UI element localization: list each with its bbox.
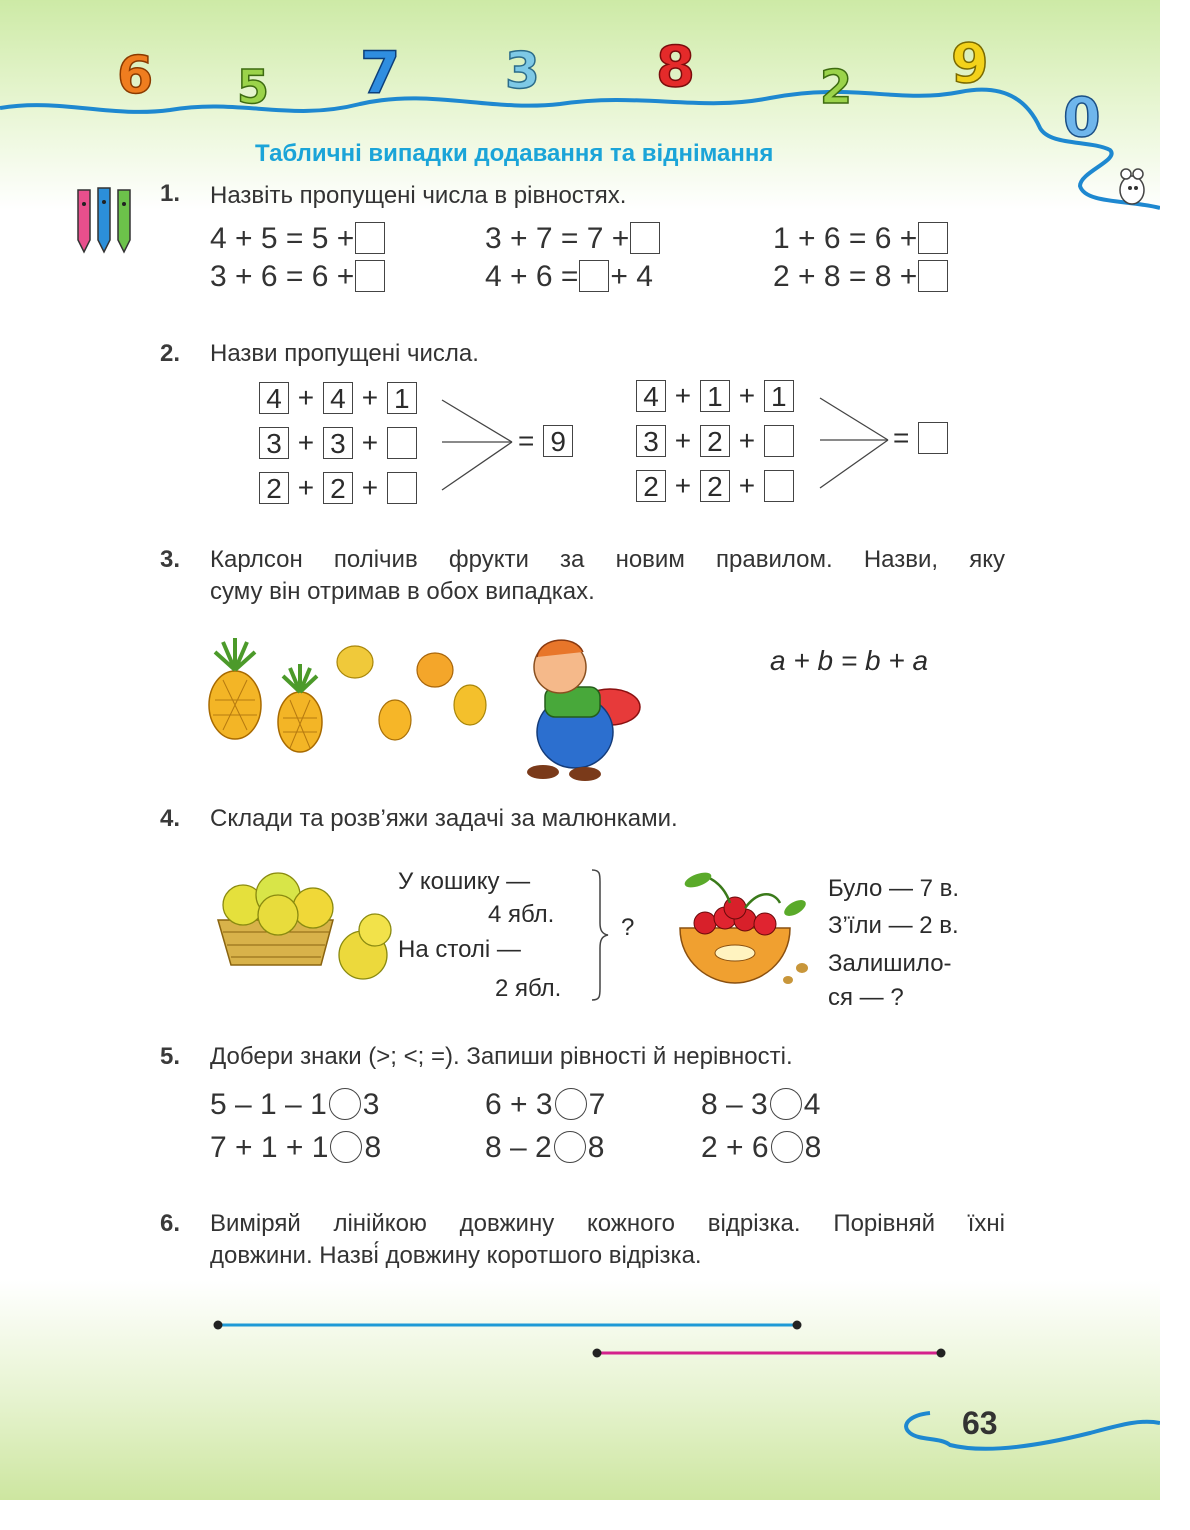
- pear-icon: [417, 653, 453, 687]
- sum-row: [258, 472, 418, 504]
- number-box: 4: [323, 382, 353, 414]
- cherries-line: Залишило-: [828, 950, 952, 977]
- number-box: 2: [700, 470, 730, 502]
- comparison-right: 7: [588, 1088, 606, 1121]
- number-box: 2: [323, 472, 353, 504]
- answer-box[interactable]: [387, 427, 417, 459]
- task-1-equation: [485, 222, 661, 256]
- comparison-left: 8 – 3: [701, 1088, 768, 1121]
- cherries-line: ся — ?: [828, 984, 904, 1011]
- curly-brace: [588, 868, 613, 1003]
- comparison-right: 4: [803, 1088, 821, 1121]
- answer-box[interactable]: [918, 260, 948, 292]
- task-3-line: Карлсон полічив фрукти за новим правилом. Назви, яку: [210, 546, 1005, 573]
- answer-box[interactable]: [579, 260, 609, 292]
- little-mouse-icon: [1112, 160, 1152, 215]
- plus-sign: +: [738, 470, 756, 501]
- task-1-equation: [210, 260, 386, 294]
- svg-text:9: 9: [951, 32, 989, 95]
- number-box: 3: [636, 425, 666, 457]
- converging-lines: [818, 388, 898, 498]
- answer-box[interactable]: [918, 222, 948, 254]
- number-box: 2: [700, 425, 730, 457]
- sign-circle[interactable]: [555, 1088, 587, 1120]
- commutative-formula: a + b = b + a: [770, 645, 929, 676]
- svg-text:3: 3: [505, 42, 540, 100]
- answer-box[interactable]: [355, 260, 385, 292]
- plus-sign: +: [361, 427, 379, 458]
- number-box: 1: [387, 382, 417, 414]
- pineapple-icon: [278, 664, 322, 752]
- comparison-left: 8 – 2: [485, 1131, 552, 1164]
- cherries-line: Було — 7 в.: [828, 875, 960, 902]
- segment-endpoint: [214, 1321, 223, 1330]
- plus-sign: +: [297, 427, 315, 458]
- plus-sign: +: [297, 472, 315, 503]
- equation-text: 1 + 6 = 6 +: [773, 222, 918, 255]
- plus-sign: +: [674, 425, 692, 456]
- apples-line: 2 ябл.: [495, 975, 562, 1002]
- segment-endpoint: [593, 1349, 602, 1358]
- equation-text: 2 + 8 = 8 +: [773, 260, 918, 293]
- task-5-text: Добери знаки (>; <; =). Запиши рівності й нерівності.: [210, 1043, 793, 1070]
- segments: [210, 1315, 960, 1365]
- svg-text:7: 7: [360, 39, 401, 105]
- sum-row: [635, 380, 795, 412]
- svg-text:0: 0: [1063, 86, 1101, 149]
- answer-box[interactable]: [355, 222, 385, 254]
- cherry-bowl-icon: [650, 868, 820, 998]
- plus-sign: +: [674, 470, 692, 501]
- comparison: [485, 1131, 604, 1165]
- number-box: 3: [323, 427, 353, 459]
- svg-text:2: 2: [820, 60, 853, 114]
- comparison: [485, 1088, 605, 1122]
- page-title: Табличні випадки додавання та віднімання: [255, 140, 774, 167]
- sum-result: [518, 425, 574, 457]
- answer-box[interactable]: [764, 425, 794, 457]
- digit-nine-icon: [945, 28, 1005, 103]
- plus-sign: +: [297, 382, 315, 413]
- task-2-text: Назви пропущені числа.: [210, 340, 479, 367]
- digit-eight-icon: [650, 30, 710, 105]
- number-box: 2: [259, 472, 289, 504]
- sign-circle[interactable]: [771, 1131, 803, 1163]
- sign-circle[interactable]: [770, 1088, 802, 1120]
- sum-result: [893, 422, 949, 454]
- pineapple-icon: [209, 638, 261, 739]
- question-mark: ?: [621, 914, 635, 941]
- task-1-equation: [485, 260, 653, 294]
- number-box: 2: [636, 470, 666, 502]
- segment-endpoint: [793, 1321, 802, 1330]
- sum-row: [635, 425, 795, 457]
- digit-two-icon: [810, 55, 870, 120]
- svg-text:8: 8: [656, 35, 695, 100]
- task-3-line: суму він отримав в обох випадках.: [210, 578, 595, 605]
- fruits-illustration: [195, 630, 495, 760]
- task-4-text: Склади та розв’яжи задачі за малюнками.: [210, 805, 678, 832]
- equals-sign: =: [518, 425, 535, 456]
- comparison-right: 3: [362, 1088, 380, 1121]
- plus-sign: +: [361, 472, 379, 503]
- cherries-line: З’їли — 2 в.: [828, 912, 959, 939]
- apple-basket-icon: [203, 860, 398, 985]
- apples-line: На столі —: [398, 936, 521, 963]
- number-box: 4: [636, 380, 666, 412]
- digit-six-icon: [105, 45, 165, 110]
- pear-icon: [337, 646, 373, 678]
- answer-box[interactable]: [918, 422, 948, 454]
- svg-text:5: 5: [237, 60, 270, 114]
- number-box: 4: [259, 382, 289, 414]
- comparison-right: 8: [364, 1131, 382, 1164]
- plus-sign: +: [674, 380, 692, 411]
- answer-box[interactable]: [630, 222, 660, 254]
- task-2-number: 2.: [160, 340, 181, 367]
- comparison: [701, 1131, 821, 1165]
- task-1-equation: [210, 222, 386, 256]
- karlsson-icon: [515, 632, 650, 782]
- comparison-left: 2 + 6: [701, 1131, 769, 1164]
- segment-endpoint: [937, 1349, 946, 1358]
- footer-wave: [890, 1395, 1160, 1465]
- sign-circle[interactable]: [329, 1088, 361, 1120]
- task-1-number: 1.: [160, 180, 181, 207]
- task-3-text: [210, 544, 1005, 608]
- equation-text: 3 + 7 = 7 +: [485, 222, 630, 255]
- comparison-right: 8: [804, 1131, 822, 1164]
- task-1-text: Назвіть пропущені числа в рівностях.: [210, 182, 627, 209]
- page-number: 63: [962, 1405, 998, 1441]
- task-3-number: 3.: [160, 546, 181, 573]
- digit-seven-icon: [352, 35, 412, 110]
- comparison: [210, 1088, 379, 1122]
- plus-sign: +: [361, 382, 379, 413]
- sum-row: [258, 382, 418, 414]
- result-box: 9: [543, 425, 573, 457]
- pencils-icon: [68, 180, 148, 265]
- equation-text: 4 + 5 = 5 +: [210, 222, 355, 255]
- task-6-text: [210, 1208, 1005, 1272]
- digit-five-icon: [225, 55, 285, 120]
- comparison-left: 5 – 1 – 1: [210, 1088, 327, 1121]
- task-5-number: 5.: [160, 1043, 181, 1070]
- comparison-right: 8: [587, 1131, 605, 1164]
- equation-text: 3 + 6 = 6 +: [210, 260, 355, 293]
- comparison: [210, 1131, 381, 1165]
- number-box: 3: [259, 427, 289, 459]
- task-6-line: довжини. Назві́ довжину коротшого відрізка.: [210, 1242, 702, 1269]
- task-6-line: Виміряй лінійкою довжину кожного відрізка. Порівняй їхні: [210, 1210, 1005, 1237]
- number-box: 1: [700, 380, 730, 412]
- digit-zero-icon: [1055, 82, 1115, 157]
- converging-lines: [440, 390, 520, 500]
- equals-sign: =: [893, 422, 910, 453]
- pear-icon: [379, 700, 411, 740]
- comparison-left: 6 + 3: [485, 1088, 553, 1121]
- comparison: [701, 1088, 820, 1122]
- answer-box[interactable]: [387, 472, 417, 504]
- equation-text: + 4: [610, 260, 653, 293]
- apples-line: У кошику —: [398, 868, 531, 895]
- comparison-left: 7 + 1 + 1: [210, 1131, 329, 1164]
- plus-sign: +: [738, 425, 756, 456]
- sign-circle[interactable]: [330, 1131, 362, 1163]
- sum-row: [258, 427, 418, 459]
- task-4-number: 4.: [160, 805, 181, 832]
- task-1-equation: [773, 260, 949, 294]
- sum-row: [635, 470, 795, 502]
- number-box: 1: [764, 380, 794, 412]
- svg-text:6: 6: [117, 46, 154, 105]
- apples-line: 4 ябл.: [488, 901, 555, 928]
- sign-circle[interactable]: [554, 1131, 586, 1163]
- digit-three-icon: [497, 40, 557, 105]
- answer-box[interactable]: [764, 470, 794, 502]
- pear-icon: [454, 685, 486, 725]
- plus-sign: +: [738, 380, 756, 411]
- task-6-number: 6.: [160, 1210, 181, 1237]
- task-1-equation: [773, 222, 949, 256]
- equation-text: 4 + 6 =: [485, 260, 579, 293]
